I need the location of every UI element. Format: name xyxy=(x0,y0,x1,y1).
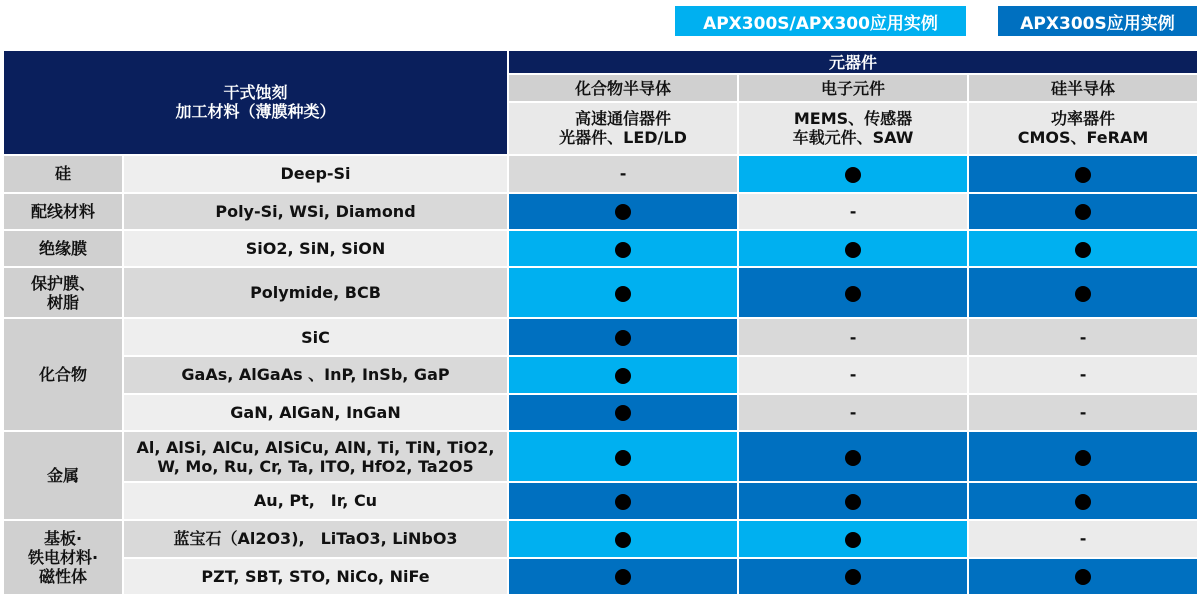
not-applicable-dash: - xyxy=(849,201,857,221)
applicability-cell-compound-semiconductor xyxy=(508,230,738,267)
table-row xyxy=(3,520,1198,558)
material-cell: Deep-Si xyxy=(123,155,508,193)
material-cell: SiO2, SiN, SiON xyxy=(123,230,508,267)
table-row xyxy=(3,558,1198,595)
material-cell: 蓝宝石（Al2O3), LiTaO3, LiNbO3 xyxy=(123,520,508,558)
applicability-cell-silicon-semiconductor xyxy=(968,482,1198,519)
not-applicable-dash: - xyxy=(849,327,857,347)
applicable-dot-icon xyxy=(1075,242,1091,258)
applicable-dot-icon xyxy=(1075,569,1091,585)
applicable-dot-icon xyxy=(1075,494,1091,510)
table-row xyxy=(3,267,1198,318)
material-cell: GaN, AlGaN, InGaN xyxy=(123,394,508,431)
applicability-cell-silicon-semiconductor xyxy=(968,356,1198,394)
applicability-cell-compound-semiconductor xyxy=(508,356,738,394)
applicability-cell-compound-semiconductor xyxy=(508,482,738,519)
applicability-cell-electronic-components xyxy=(738,482,968,519)
etching-materials-table xyxy=(2,49,1199,596)
material-cell: PZT, SBT, STO, NiCo, NiFe xyxy=(123,558,508,595)
applicability-cell-electronic-components xyxy=(738,394,968,431)
column-apps-silicon-semiconductor: 功率器件 CMOS、FeRAM xyxy=(968,102,1198,154)
category-insulating-film: 绝缘膜 xyxy=(3,230,123,267)
applicability-cell-electronic-components xyxy=(738,356,968,394)
applicability-cell-electronic-components xyxy=(738,431,968,482)
main-title-line1: 干式蚀刻 xyxy=(223,83,288,103)
applicability-cell-compound-semiconductor xyxy=(508,155,738,193)
applicable-dot-icon xyxy=(615,532,631,548)
applicable-dot-icon xyxy=(615,204,631,220)
legend-apx300s: APX300S应用实例 xyxy=(998,6,1197,36)
column-header-silicon-semiconductor: 硅半导体 xyxy=(968,74,1198,102)
applicability-cell-silicon-semiconductor xyxy=(968,155,1198,193)
applicable-dot-icon xyxy=(845,167,861,183)
applicable-dot-icon xyxy=(1075,204,1091,220)
main-title-line2: 加工材料（薄膜种类） xyxy=(175,102,336,122)
category-metal: 金属 xyxy=(3,431,123,519)
applicable-dot-icon xyxy=(1075,450,1091,466)
applicable-dot-icon xyxy=(615,286,631,302)
applicability-cell-compound-semiconductor xyxy=(508,431,738,482)
not-applicable-dash: - xyxy=(1079,327,1087,347)
applicability-cell-silicon-semiconductor xyxy=(968,267,1198,318)
applicability-cell-silicon-semiconductor xyxy=(968,193,1198,230)
table-row xyxy=(3,482,1198,519)
table-row xyxy=(3,155,1198,193)
group-header-components: 元器件 xyxy=(508,50,1198,74)
legend-apx300s-apx300: APX300S/APX300应用实例 xyxy=(675,6,966,36)
column-header-electronic-components: 电子元件 xyxy=(738,74,968,102)
applicable-dot-icon xyxy=(845,242,861,258)
applicable-dot-icon xyxy=(1075,286,1091,302)
applicability-cell-compound-semiconductor xyxy=(508,394,738,431)
applicability-cell-compound-semiconductor xyxy=(508,267,738,318)
column-apps-compound-semiconductor: 高速通信器件 光器件、LED/LD xyxy=(508,102,738,154)
material-cell: Al, AlSi, AlCu, AlSiCu, AlN, Ti, TiN, TiO2, W, Mo, Ru, Cr, Ta, ITO, HfO2, Ta2O5 xyxy=(123,431,508,482)
applicability-cell-electronic-components xyxy=(738,155,968,193)
applicable-dot-icon xyxy=(1075,167,1091,183)
applicable-dot-icon xyxy=(615,405,631,421)
applicability-cell-silicon-semiconductor xyxy=(968,431,1198,482)
category-substrate: 基板· 铁电材料· 磁性体 xyxy=(3,520,123,595)
category-compound: 化合物 xyxy=(3,318,123,431)
applicable-dot-icon xyxy=(615,368,631,384)
material-cell: Poly-Si, WSi, Diamond xyxy=(123,193,508,230)
column-apps-electronic-components: MEMS、传感器 车载元件、SAW xyxy=(738,102,968,154)
table-row xyxy=(3,193,1198,230)
not-applicable-dash: - xyxy=(1079,402,1087,422)
applicable-dot-icon xyxy=(845,494,861,510)
not-applicable-dash: - xyxy=(849,365,857,385)
applicable-dot-icon xyxy=(845,532,861,548)
applicability-cell-compound-semiconductor xyxy=(508,193,738,230)
applicability-cell-compound-semiconductor xyxy=(508,558,738,595)
applicability-cell-silicon-semiconductor xyxy=(968,318,1198,355)
material-cell: Polymide, BCB xyxy=(123,267,508,318)
applicability-cell-silicon-semiconductor xyxy=(968,520,1198,558)
not-applicable-dash: - xyxy=(1079,529,1087,549)
applicable-dot-icon xyxy=(845,286,861,302)
applicability-cell-electronic-components xyxy=(738,318,968,355)
applicability-cell-electronic-components xyxy=(738,230,968,267)
not-applicable-dash: - xyxy=(619,164,627,184)
applicability-cell-silicon-semiconductor xyxy=(968,230,1198,267)
table-row xyxy=(3,431,1198,482)
category-protective-film: 保护膜、 树脂 xyxy=(3,267,123,318)
applicable-dot-icon xyxy=(615,450,631,466)
applicability-cell-electronic-components xyxy=(738,267,968,318)
table-row xyxy=(3,230,1198,267)
table-row xyxy=(3,318,1198,355)
applicable-dot-icon xyxy=(615,494,631,510)
applicability-cell-compound-semiconductor xyxy=(508,318,738,355)
not-applicable-dash: - xyxy=(1079,365,1087,385)
applicability-cell-silicon-semiconductor xyxy=(968,394,1198,431)
table-main-title xyxy=(3,50,508,155)
material-cell: Au, Pt, Ir, Cu xyxy=(123,482,508,519)
column-header-compound-semiconductor: 化合物半导体 xyxy=(508,74,738,102)
category-silicon: 硅 xyxy=(3,155,123,193)
applicability-cell-electronic-components xyxy=(738,193,968,230)
table-row xyxy=(3,356,1198,394)
category-wiring: 配线材料 xyxy=(3,193,123,230)
table-row xyxy=(3,394,1198,431)
applicable-dot-icon xyxy=(845,569,861,585)
not-applicable-dash: - xyxy=(849,402,857,422)
applicability-cell-compound-semiconductor xyxy=(508,520,738,558)
applicable-dot-icon xyxy=(845,450,861,466)
applicability-cell-electronic-components xyxy=(738,558,968,595)
applicable-dot-icon xyxy=(615,569,631,585)
material-cell: GaAs, AlGaAs 、InP, InSb, GaP xyxy=(123,356,508,394)
applicability-cell-silicon-semiconductor xyxy=(968,558,1198,595)
applicable-dot-icon xyxy=(615,242,631,258)
material-cell: SiC xyxy=(123,318,508,355)
applicable-dot-icon xyxy=(615,330,631,346)
applicability-cell-electronic-components xyxy=(738,520,968,558)
